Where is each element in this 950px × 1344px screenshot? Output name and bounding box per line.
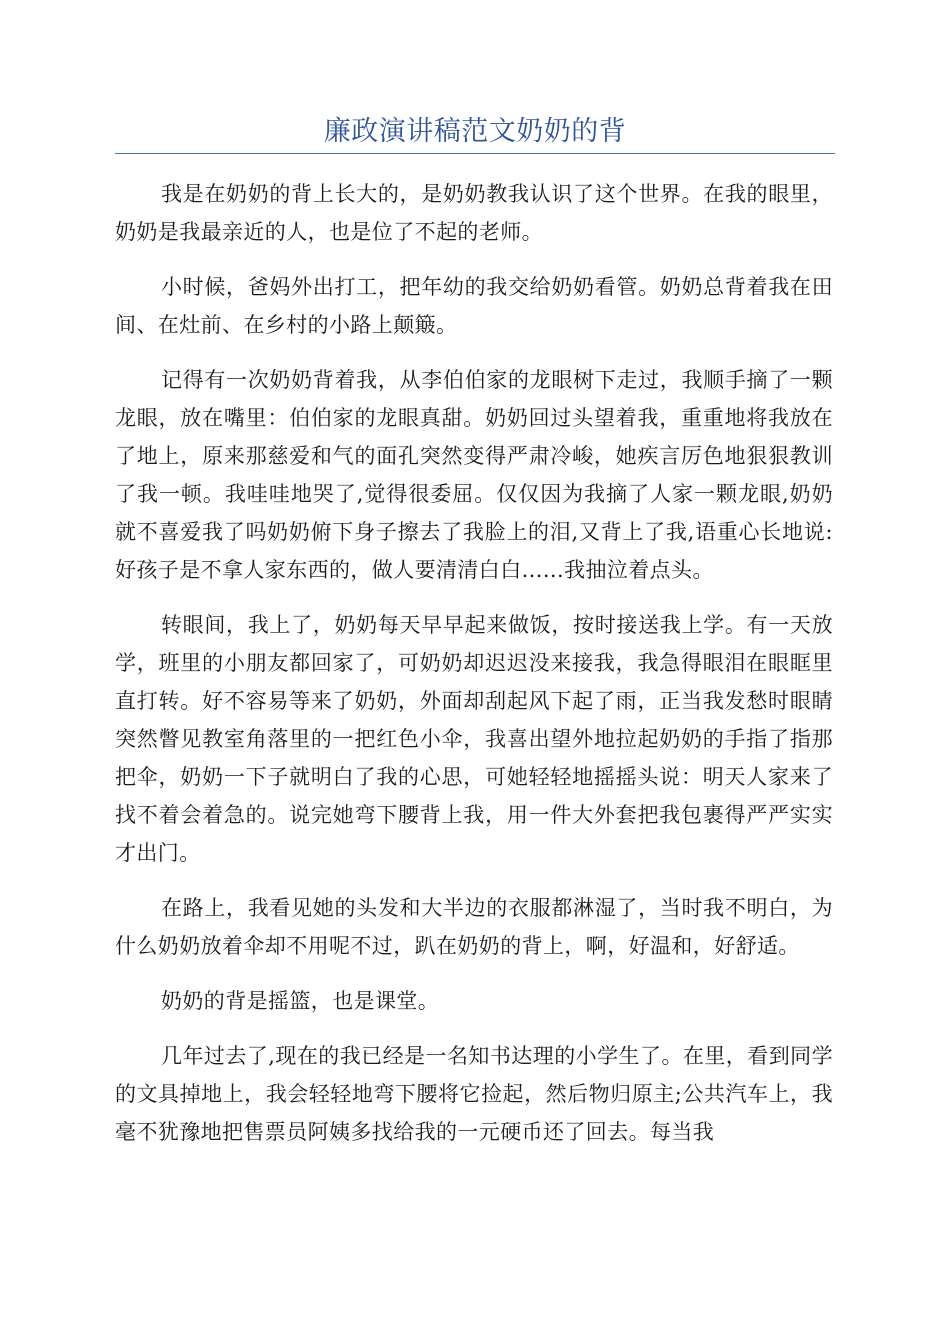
document-body [115,175,833,1168]
title-underline [115,153,835,154]
paragraph: 我是在奶奶的背上长大的，是奶奶教我认识了这个世界。在我的眼里，奶奶是我最亲近的人，也是位了不起的老师。 [115,182,833,244]
paragraph: 在路上，我看见她的头发和大半边的衣服都淋湿了，当时我不明白，为什么奶奶放着伞却不用呢不过，趴在奶奶的背上，啊，好温和，好舒适。 [115,896,833,958]
paragraph: 小时候，爸妈外出打工，把年幼的我交给奶奶看管。奶奶总背着我在田间、在灶前、在乡村的小路上颠簸。 [115,275,833,337]
paragraph: 奶奶的背是摇篮，也是课堂。 [161,989,440,1013]
document-title: 廉政演讲稿范文奶奶的背 [323,116,627,147]
paragraph: 几年过去了,现在的我已经是一名知书达理的小学生了。在里，看到同学的文具掉地上，我会轻轻地弯下腰将它捡起，然后物归原主;公共汽车上，我毫不犹豫地把售票员阿姨多找给我的一元硬币还了回去。每当我 [115,1044,833,1144]
paragraph: 转眼间，我上了，奶奶每天早早起来做饭，按时接送我上学。有一天放学，班里的小朋友都回家了，可奶奶却迟迟没来接我，我急得眼泪在眼眶里直打转。好不容易等来了奶奶，外面却刮起风下起了雨，正当我发愁时眼睛突然瞥见教室角落里的一把红色小伞，我喜出望外地拉起奶奶的手指了指那把伞，奶奶一下子就明白了我的心思，可她轻轻地摇摇头说：明天人家来了找不着会着急的。说完她弯下腰背上我，用一件大外套把我包裹得严严实实才出门。 [115,613,833,865]
paragraph: 记得有一次奶奶背着我，从李伯伯家的龙眼树下走过，我顺手摘了一颗龙眼，放在嘴里：伯伯家的龙眼真甜。奶奶回过头望着我，重重地将我放在了地上，原来那慈爱和气的面孔突然变得严肃冷峻，她疾言厉色地狠狠教训了我一顿。我哇哇地哭了,觉得很委屈。仅仅因为我摘了人家一颗龙眼,奶奶就不喜爱我了吗奶奶俯下身子擦去了我脸上的泪,又背上了我,语重心长地说:好孩子是不拿人家东西的，做人要清清白白......我抽泣着点头。 [115,368,833,582]
